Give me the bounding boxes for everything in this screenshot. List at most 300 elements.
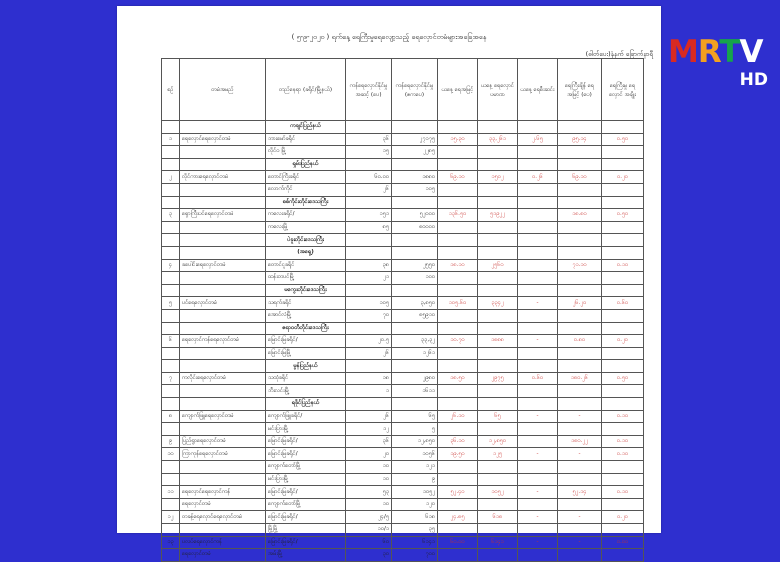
cell-capacity-level: ၂၆	[346, 410, 392, 423]
cell-flood-level	[558, 146, 602, 159]
cell-ratio	[602, 284, 644, 297]
cell-capacity-level: ၁၀	[346, 461, 392, 474]
cell-ratio	[602, 423, 644, 436]
table-header-row	[162, 59, 644, 121]
cell-flood-level: ၇၁.၁၀	[558, 259, 602, 272]
cell-inflow: ၀.၆၀	[518, 372, 558, 385]
cell-capacity-level: ၁၅	[346, 146, 392, 159]
cell-water-level	[438, 498, 478, 511]
cell-dam-name	[180, 423, 266, 436]
cell-dam-name	[180, 398, 266, 411]
cell-flood-level	[558, 524, 602, 537]
cell-capacity-level: ၃၆	[346, 435, 392, 448]
cell-inflow: ၂.၆၅	[518, 133, 558, 146]
header-water-level: ယနေ့ ရေအမြင့်	[438, 59, 478, 121]
cell-capacity-level	[346, 158, 392, 171]
cell-flood-level	[558, 221, 602, 234]
cell-flood-level	[558, 498, 602, 511]
cell-location: လောက်ကိုင်	[266, 183, 346, 196]
cell-capacity-acre-feet: ၂၂၈၅	[392, 146, 438, 159]
cell-dam-name	[180, 284, 266, 297]
cell-storage	[478, 360, 518, 373]
cell-serial	[162, 121, 180, 134]
table-row	[162, 259, 644, 272]
cell-location: (အရှေ့)	[266, 246, 346, 259]
cell-dam-name	[180, 158, 266, 171]
table-row	[162, 209, 644, 222]
cell-capacity-acre-feet: ၁၀၅၆	[392, 448, 438, 461]
table-row	[162, 473, 644, 486]
cell-storage	[478, 234, 518, 247]
cell-flood-level	[558, 473, 602, 486]
cell-dam-name	[180, 121, 266, 134]
cell-location: လိုင်ဝ မြို့	[266, 146, 346, 159]
cell-dam-name: ကလိုင်းရေလှောင်တမံ	[180, 372, 266, 385]
table-row	[162, 486, 644, 499]
cell-location: မြောင်းမြခရိုင်/	[266, 536, 346, 549]
cell-dam-name: ပင်ရေလှောင်တမံ	[180, 297, 266, 310]
cell-dam-name: ရေလှောင်တမံ	[180, 549, 266, 562]
cell-water-level: ၁၃၆.၅၀	[438, 209, 478, 222]
table-row	[162, 536, 644, 549]
cell-ratio: ၀.၁၀	[602, 259, 644, 272]
cell-inflow	[518, 309, 558, 322]
cell-location: ကလေးခရိုင်/	[266, 209, 346, 222]
cell-water-level: ၂၆.၁၀	[438, 410, 478, 423]
cell-flood-level: ၁၈.၈၀	[558, 209, 602, 222]
cell-inflow: -	[518, 448, 558, 461]
cell-dam-name	[180, 309, 266, 322]
cell-flood-level	[558, 183, 602, 196]
cell-ratio: ၀.၁၀	[602, 448, 644, 461]
cell-capacity-acre-feet	[392, 246, 438, 259]
cell-capacity-level: ၃၆	[346, 133, 392, 146]
cell-ratio	[602, 398, 644, 411]
cell-capacity-acre-feet	[392, 322, 438, 335]
cell-water-level: ၃၆.၁၀	[438, 435, 478, 448]
cell-flood-level: ၉၅.၁၄	[558, 133, 602, 146]
cell-serial	[162, 549, 180, 562]
cell-ratio: ၀.၂၀	[602, 511, 644, 524]
cell-inflow: -	[518, 410, 558, 423]
cell-flood-level: ၁၈၀.၂၂	[558, 435, 602, 448]
table-row	[162, 423, 644, 436]
cell-storage	[478, 549, 518, 562]
cell-flood-level: -	[558, 511, 602, 524]
cell-dam-name	[180, 473, 266, 486]
cell-serial	[162, 360, 180, 373]
cell-location: ကလေးမြို့	[266, 221, 346, 234]
cell-flood-level: ၂၆.၂၀	[558, 297, 602, 310]
cell-serial	[162, 473, 180, 486]
cell-water-level	[438, 246, 478, 259]
cell-location: သရက်ခရိုင်	[266, 297, 346, 310]
table-row	[162, 461, 644, 474]
cell-dam-name	[180, 196, 266, 209]
cell-storage	[478, 524, 518, 537]
cell-serial: ၉	[162, 435, 180, 448]
cell-capacity-acre-feet: ၃,၈၅၀	[392, 297, 438, 310]
cell-serial	[162, 183, 180, 196]
header-capacity-acre-feet: ကန်ရေလှောင်နိုင်မှု (ဧကပေ)	[392, 59, 438, 121]
cell-dam-name: လိုင်ကားရေလှောင်တမံ	[180, 171, 266, 184]
cell-location: အောင်လံမြို့	[266, 309, 346, 322]
cell-flood-level	[558, 398, 602, 411]
cell-serial: ၁၂	[162, 511, 180, 524]
cell-inflow	[518, 221, 558, 234]
header-inflow: ယနေ့ ရေစီးဆင်း	[518, 59, 558, 121]
cell-inflow	[518, 183, 558, 196]
cell-serial: ၂	[162, 171, 180, 184]
cell-storage: ၆၁၄၁	[478, 536, 518, 549]
section-row	[162, 121, 644, 134]
table-row	[162, 133, 644, 146]
hd-label: HD	[739, 70, 768, 90]
cell-serial	[162, 347, 180, 360]
cell-serial: ၁၁	[162, 486, 180, 499]
cell-ratio	[602, 196, 644, 209]
cell-flood-level	[558, 121, 602, 134]
cell-ratio	[602, 146, 644, 159]
cell-capacity-level	[346, 322, 392, 335]
cell-dam-name: ရေလှောင်တမံ	[180, 498, 266, 511]
cell-inflow	[518, 246, 558, 259]
cell-location: ပဲခူးတိုင်းဒေသကြီး	[266, 234, 346, 247]
table-row	[162, 171, 644, 184]
cell-capacity-level: ၃၀	[346, 549, 392, 562]
cell-dam-name: ပလပ်ရေလှောင်ကန်	[180, 536, 266, 549]
cell-capacity-acre-feet	[392, 234, 438, 247]
cell-serial: ၃	[162, 209, 180, 222]
header-flood-level: ရေကြီးချိန် ရေအမြင့် (ပေ)	[558, 59, 602, 121]
cell-location: ကျောက်တော်မြို့	[266, 498, 346, 511]
table-row	[162, 435, 644, 448]
cell-flood-level: -	[558, 410, 602, 423]
cell-serial	[162, 272, 180, 285]
cell-serial: ၁	[162, 133, 180, 146]
cell-capacity-acre-feet: ၆၁၄၁	[392, 536, 438, 549]
header-dam-name: တမံအမည်	[180, 59, 266, 121]
cell-serial	[162, 322, 180, 335]
cell-water-level	[438, 234, 478, 247]
cell-ratio	[602, 272, 644, 285]
section-row	[162, 158, 644, 171]
cell-serial	[162, 309, 180, 322]
cell-inflow	[518, 322, 558, 335]
cell-storage	[478, 398, 518, 411]
cell-location: ထန်းတပင်မြို့	[266, 272, 346, 285]
cell-water-level	[438, 549, 478, 562]
cell-serial	[162, 284, 180, 297]
cell-location: မြို့မြို့	[266, 524, 346, 537]
table-row	[162, 511, 644, 524]
cell-water-level	[438, 524, 478, 537]
cell-storage	[478, 498, 518, 511]
cell-dam-name: ပြည်ရွာရေလှောင်တမံ	[180, 435, 266, 448]
cell-location: မြောင်းမြခရိုင်/	[266, 511, 346, 524]
cell-serial	[162, 461, 180, 474]
cell-flood-level	[558, 246, 602, 259]
cell-location: စစ်ကိုင်းတိုင်းဒေသကြီး	[266, 196, 346, 209]
section-row	[162, 246, 644, 259]
cell-location: မြောင်းမြခရိုင်/	[266, 435, 346, 448]
cell-storage	[478, 158, 518, 171]
cell-capacity-acre-feet: ၉	[392, 473, 438, 486]
cell-serial	[162, 498, 180, 511]
cell-inflow	[518, 284, 558, 297]
cell-ratio	[602, 498, 644, 511]
cell-capacity-acre-feet: ၁၂၁	[392, 461, 438, 474]
cell-capacity-acre-feet: ၂၉၈၀	[392, 372, 438, 385]
cell-capacity-acre-feet: ၅၂၀၀၀	[392, 209, 438, 222]
cell-capacity-level	[346, 284, 392, 297]
cell-capacity-acre-feet	[392, 398, 438, 411]
cell-ratio: ၀.၁၀	[602, 435, 644, 448]
cell-capacity-acre-feet: ၇၀၀	[392, 549, 438, 562]
cell-location: မြောင်းမြမြို့	[266, 347, 346, 360]
cell-water-level	[438, 196, 478, 209]
cell-flood-level: -	[558, 448, 602, 461]
cell-storage	[478, 196, 518, 209]
mrtv-hd-logo: MRTV HD	[668, 34, 768, 90]
header-capacity-level: ကန်ရေလှောင်နိုင်မှု အဆင့် (ပေ)	[346, 59, 392, 121]
cell-flood-level	[558, 309, 602, 322]
cell-inflow	[518, 398, 558, 411]
cell-location: ဘီးလင်းမြို့	[266, 385, 346, 398]
cell-storage	[478, 461, 518, 474]
cell-inflow	[518, 524, 558, 537]
cell-ratio: ၀.၅၀	[602, 209, 644, 222]
cell-capacity-acre-feet: ၈၀၀၀၀	[392, 221, 438, 234]
cell-flood-level	[558, 272, 602, 285]
cell-storage	[478, 284, 518, 297]
cell-ratio: ၀.၀၀	[602, 536, 644, 549]
cell-water-level	[438, 284, 478, 297]
cell-location: မင်းပြားမြို့	[266, 423, 346, 436]
cell-capacity-level	[346, 121, 392, 134]
header-ratio: ရေကြီးမှု ရေလှောင် အချိုး	[602, 59, 644, 121]
cell-flood-level	[558, 284, 602, 297]
cell-ratio	[602, 385, 644, 398]
table-row	[162, 347, 644, 360]
cell-serial: ၅	[162, 297, 180, 310]
cell-location: ရှမ်းပြည်နယ်	[266, 158, 346, 171]
cell-storage: ၁၅၀၂	[478, 171, 518, 184]
cell-dam-name	[180, 385, 266, 398]
cell-capacity-level: ၂၆	[346, 183, 392, 196]
cell-ratio	[602, 549, 644, 562]
cell-storage	[478, 322, 518, 335]
cell-serial	[162, 234, 180, 247]
cell-water-level	[438, 322, 478, 335]
cell-storage: ၁၀၅၂	[478, 486, 518, 499]
cell-storage	[478, 121, 518, 134]
cell-water-level: ၆၀.၀၀	[438, 536, 478, 549]
cell-dam-name: ကြာကုန်ရေလှောင်တမံ	[180, 448, 266, 461]
cell-capacity-acre-feet	[392, 121, 438, 134]
cell-storage	[478, 146, 518, 159]
cell-inflow	[518, 158, 558, 171]
cell-capacity-level: ၁၀	[346, 473, 392, 486]
cell-capacity-acre-feet	[392, 158, 438, 171]
cell-flood-level	[558, 385, 602, 398]
cell-location: မင်းပြားမြို့	[266, 473, 346, 486]
cell-capacity-level	[346, 246, 392, 259]
cell-storage: ၁၈၈၈	[478, 335, 518, 348]
table-row	[162, 309, 644, 322]
cell-water-level	[438, 423, 478, 436]
cell-inflow	[518, 461, 558, 474]
cell-water-level	[438, 121, 478, 134]
table-row	[162, 524, 644, 537]
cell-water-level	[438, 398, 478, 411]
cell-storage	[478, 423, 518, 436]
cell-serial	[162, 246, 180, 259]
cell-storage: ၂၅၆၀	[478, 259, 518, 272]
section-row	[162, 196, 644, 209]
document-title: ( ၅-၉-၂၀၂၀ ) ရက်နေ့ ရေကြီးမှုရေလျော့သည့် ရေလှောင်တမံများအခြေအနေ	[291, 33, 487, 41]
cell-capacity-level: ၁၅၁	[346, 209, 392, 222]
cell-storage: ၃၃,၂၆၁	[478, 133, 518, 146]
cell-inflow	[518, 360, 558, 373]
cell-water-level	[438, 272, 478, 285]
document-page	[117, 6, 661, 558]
cell-capacity-level: ၂၄/၅	[346, 511, 392, 524]
cell-ratio	[602, 158, 644, 171]
cell-ratio: ၀.၅၀	[602, 372, 644, 385]
cell-capacity-acre-feet: ၁၂၆၁	[392, 347, 438, 360]
cell-ratio	[602, 473, 644, 486]
cell-location: တောင်ကြီးခရိုင်	[266, 171, 346, 184]
cell-ratio	[602, 246, 644, 259]
cell-flood-level: ၁၈၀.၂၆	[558, 372, 602, 385]
cell-location: တောင်ငူခရိုင်	[266, 259, 346, 272]
cell-dam-name	[180, 461, 266, 474]
cell-ratio	[602, 234, 644, 247]
cell-storage	[478, 347, 518, 360]
cell-capacity-level: ၂၀	[346, 448, 392, 461]
section-row	[162, 360, 644, 373]
cell-ratio	[602, 347, 644, 360]
cell-location: ဧရာဝတီတိုင်းဒေသကြီး	[266, 322, 346, 335]
cell-water-level	[438, 385, 478, 398]
cell-dam-name	[180, 347, 266, 360]
cell-capacity-acre-feet: ၆၅	[392, 410, 438, 423]
cell-serial: ၇	[162, 372, 180, 385]
cell-capacity-acre-feet: ၁၀၅၂	[392, 486, 438, 499]
cell-water-level	[438, 158, 478, 171]
cell-capacity-acre-feet: ၂၇၁၇၅	[392, 133, 438, 146]
cell-inflow	[518, 498, 558, 511]
cell-inflow: -	[518, 297, 558, 310]
cell-water-level: ၁၅.၃၀	[438, 133, 478, 146]
cell-serial	[162, 524, 180, 537]
cell-serial: ၁၀	[162, 448, 180, 461]
table-row	[162, 448, 644, 461]
cell-water-level: ၁၈.၅၀	[438, 372, 478, 385]
table-row	[162, 549, 644, 562]
cell-water-level	[438, 146, 478, 159]
table-row	[162, 297, 644, 310]
cell-water-level: ၁၉.၅၀	[438, 448, 478, 461]
cell-capacity-acre-feet: ၁၂,၈၅၀	[392, 435, 438, 448]
cell-serial	[162, 158, 180, 171]
cell-water-level	[438, 221, 478, 234]
cell-capacity-acre-feet: ၁၈၈၀	[392, 171, 438, 184]
cell-capacity-acre-feet: ၃၃,၃၂	[392, 335, 438, 348]
cell-capacity-level: ၇၀	[346, 309, 392, 322]
cell-dam-name	[180, 272, 266, 285]
cell-water-level: ၁၈.၁၀	[438, 259, 478, 272]
cell-ratio	[602, 309, 644, 322]
cell-dam-name	[180, 221, 266, 234]
cell-capacity-level: ၁၀၅	[346, 297, 392, 310]
cell-location: မြောင်းမြခရိုင်/	[266, 448, 346, 461]
cell-inflow	[518, 423, 558, 436]
cell-water-level: ၅၂.၄၀	[438, 486, 478, 499]
cell-storage	[478, 385, 518, 398]
cell-flood-level: -	[558, 536, 602, 549]
cell-dam-name: ကျောက်ဖြူရေလှောင်တမံ	[180, 410, 266, 423]
cell-storage: ၃၃၄၂	[478, 297, 518, 310]
cell-flood-level	[558, 196, 602, 209]
cell-location: မွန်ပြည်နယ်	[266, 360, 346, 373]
cell-water-level: ၁၀၅.၆၀	[438, 297, 478, 310]
cell-capacity-level: ၈၅	[346, 221, 392, 234]
table-row	[162, 221, 644, 234]
cell-location: ဘားမော်ခရိုင်	[266, 133, 346, 146]
cell-flood-level	[558, 347, 602, 360]
cell-flood-level	[558, 322, 602, 335]
cell-inflow	[518, 435, 558, 448]
cell-capacity-level: ၁၈	[346, 372, 392, 385]
cell-dam-name	[180, 146, 266, 159]
cell-capacity-acre-feet: ၁၆၁၁	[392, 385, 438, 398]
cell-serial	[162, 196, 180, 209]
cell-serial: ၁၃	[162, 536, 180, 549]
cell-flood-level	[558, 234, 602, 247]
cell-ratio	[602, 322, 644, 335]
section-row	[162, 398, 644, 411]
cell-dam-name	[180, 234, 266, 247]
cell-storage: ၁၂,၈၅၀	[478, 435, 518, 448]
cell-capacity-level: ၂၀.၅	[346, 335, 392, 348]
cell-capacity-acre-feet: ၃၅	[392, 524, 438, 537]
cell-serial	[162, 221, 180, 234]
cell-inflow	[518, 385, 558, 398]
cell-serial	[162, 146, 180, 159]
cell-capacity-acre-feet	[392, 196, 438, 209]
cell-location: သထုံခရိုင်	[266, 372, 346, 385]
cell-inflow	[518, 121, 558, 134]
cell-capacity-level: ၁၂	[346, 423, 392, 436]
table-row	[162, 410, 644, 423]
cell-dam-name: ရှောကြီးပင်ရေလှောင်တမံ	[180, 209, 266, 222]
cell-location: မြောင်းမြခရိုင်/	[266, 335, 346, 348]
cell-storage: ၅၁၉၂၂	[478, 209, 518, 222]
cell-serial: ၈	[162, 410, 180, 423]
cell-inflow: -	[518, 335, 558, 348]
cell-serial	[162, 423, 180, 436]
cell-capacity-level: ၂၁	[346, 272, 392, 285]
cell-capacity-level: ၃၈	[346, 259, 392, 272]
cell-serial: ၄	[162, 259, 180, 272]
cell-water-level	[438, 461, 478, 474]
cell-location: ရခိုင်ပြည်နယ်	[266, 398, 346, 411]
cell-ratio: ၀.၁၀	[602, 486, 644, 499]
reservoir-table	[161, 58, 644, 562]
cell-location: အမ်းမြို့	[266, 549, 346, 562]
